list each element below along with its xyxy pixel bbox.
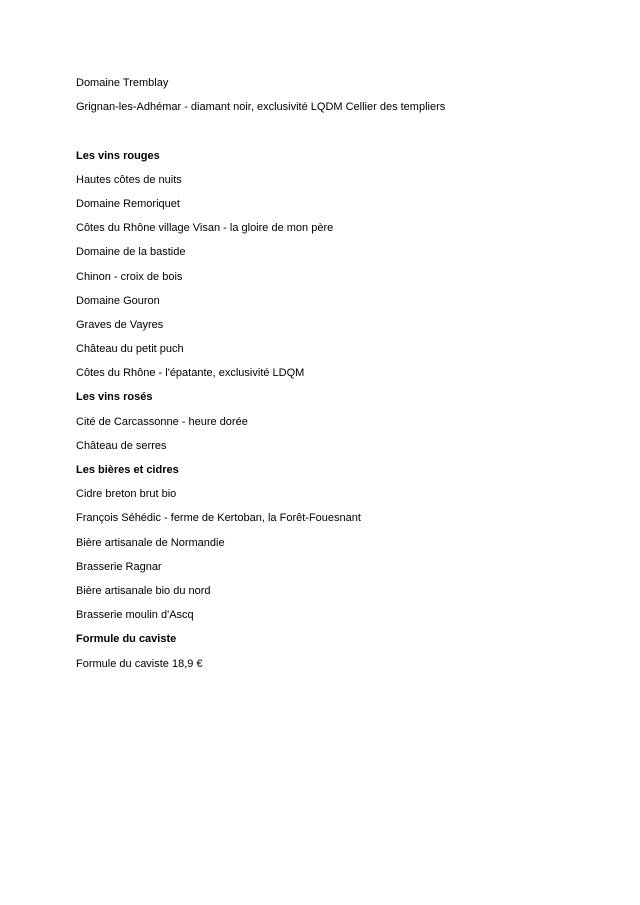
intro-line: Grignan-les-Adhémar - diamant noir, exclusivité LQDM Cellier des templiers <box>76 101 446 114</box>
list-item: Côtes du Rhône village Visan - la gloire de mon père <box>76 222 334 235</box>
list-item: Bière artisanale bio du nord <box>76 584 211 597</box>
list-item: Domaine Remoriquet <box>76 197 180 210</box>
list-item: Graves de Vayres <box>76 318 164 331</box>
list-item: Cidre breton brut bio <box>76 488 177 501</box>
section-heading-formule-caviste: Formule du caviste <box>76 633 177 646</box>
section-heading-bieres-cidres: Les bières et cidres <box>76 464 179 476</box>
list-item: Chinon - croix de bois <box>76 270 183 283</box>
section-heading-vins-roses: Les vins rosés <box>76 391 153 404</box>
list-item: Domaine de la bastide <box>76 246 186 259</box>
list-item: Château de serres <box>76 439 167 452</box>
list-item: Domaine Gouron <box>76 294 160 307</box>
intro-line: Domaine Tremblay <box>76 77 169 89</box>
list-item: Brasserie Ragnar <box>76 560 162 573</box>
list-item: Château du petit puch <box>76 343 184 356</box>
list-item: Côtes du Rhône - l'épatante, exclusivité LDQM <box>76 367 305 380</box>
document-page <box>76 76 616 681</box>
list-item: Formule du caviste 18,9 € <box>76 657 203 670</box>
list-item: François Séhédic - ferme de Kertoban, la Forêt-Fouesnant <box>76 512 361 525</box>
list-item: Bière artisanale de Normandie <box>76 536 225 549</box>
list-item: Hautes côtes de nuits <box>76 173 182 186</box>
section-heading-vins-rouges: Les vins rouges <box>76 149 160 162</box>
blank-line <box>76 124 616 148</box>
list-item: Brasserie moulin d'Ascq <box>76 609 194 622</box>
list-item: Cité de Carcassonne - heure dorée <box>76 415 248 428</box>
